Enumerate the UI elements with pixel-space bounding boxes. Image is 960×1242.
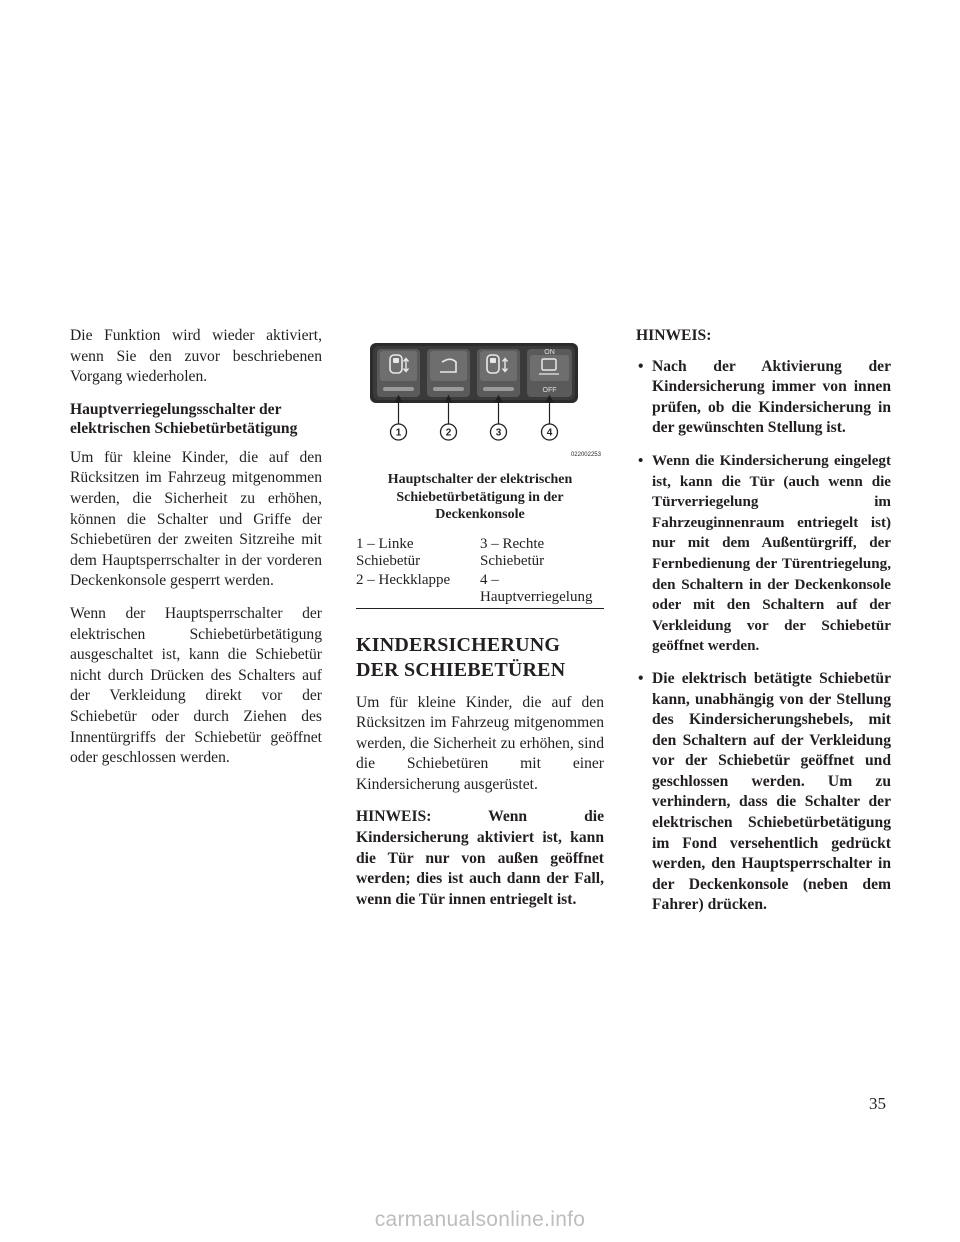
switch-on-label: ON bbox=[544, 349, 555, 356]
switch-off-label: OFF bbox=[542, 387, 557, 394]
left-column bbox=[70, 326, 322, 781]
legend-item-4: 4 – Hauptverriegelung bbox=[480, 571, 593, 605]
note-list bbox=[636, 357, 891, 916]
legend-row bbox=[356, 536, 604, 572]
page-number: 35 bbox=[869, 1094, 886, 1113]
list-item: • Wenn die Kindersicherung eingelegt ist, kann die Tür (auch wenn die Türverriegelung im Fahrzeuginnenraum entriegelt ist) nur mit dem Außentürgriff, der Fernbedienung der Türentriegelung, den Schaltern in der Deckenkonsole oder mit den Schaltern auf der Verkleidung vor der Schiebetür geöffnet werden. bbox=[638, 452, 891, 655]
callout-3-label: 3 bbox=[495, 427, 502, 439]
figure-image-code: 022002253 bbox=[570, 452, 601, 458]
section-title: KINDERSICHERUNG DER SCHIEBETÜREN bbox=[356, 633, 566, 681]
intro-paragraph: Die Funktion wird wieder aktiviert, wenn Sie den zuvor beschriebenen Vorgang wiederholen. bbox=[70, 327, 322, 386]
callout-1-label: 1 bbox=[395, 427, 402, 439]
master-switch-heading: Hauptverriegelungsschalter der elektrischen Schiebetürbetätigung bbox=[70, 400, 298, 437]
left-sliding-door-switch bbox=[377, 349, 420, 397]
callout-2-label: 2 bbox=[445, 427, 452, 439]
child-lock-paragraph: Um für kleine Kinder, die auf den Rücksitzen im Fahrzeug mitgenommen werden, die Sicherheit zu erhöhen, sind die Schiebetüren mit einer Kindersicherung ausgerüstet. bbox=[356, 693, 604, 793]
overhead-console-figure bbox=[356, 326, 604, 471]
middle-column bbox=[356, 326, 604, 922]
legend-item-2: 2 – Heckklappe bbox=[356, 571, 451, 588]
list-item: • Die elektrisch betätigte Schiebetür kann, unabhängig von der Stellung des Kindersicherungshebels, mit den Schaltern auf der Verkleidung vor der Schiebetür geöffnet und geschlossen werden. Um zu verhindern, dass die Schalter der elektrischen Schiebetürbetätigung im Fond versehentlich gedrückt werden, den Hauptsperrschalter in der Deckenkonsole (neben dem Fahrer) drücken. bbox=[638, 669, 891, 914]
master-lock-switch bbox=[527, 349, 572, 397]
right-column bbox=[636, 326, 891, 928]
master-switch-paragraph-1: Um für kleine Kinder, die auf den Rücksitzen im Fahrzeug mitgenommen werden, die Sicherheit zu erhöhen, können die Schalter und Griffe der Schiebetüren der zweiten Sitzreihe mit dem Hauptsperrschalter in der vorderen Deckenkonsole gesperrt werden. bbox=[70, 448, 322, 590]
overhead-console-switch-illustration bbox=[356, 326, 604, 471]
figure-legend bbox=[356, 536, 604, 609]
right-sliding-door-switch bbox=[477, 349, 520, 397]
callout-4-label: 4 bbox=[546, 427, 553, 439]
note-heading: HINWEIS: bbox=[636, 327, 712, 344]
list-item: • Nach der Aktivierung der Kindersicherung immer von innen prüfen, ob die Kindersicherung in der gewünschten Stellung ist. bbox=[638, 357, 891, 437]
legend-item-3: 3 – Rechte Schiebetür bbox=[480, 535, 545, 569]
watermark: carmanualsonline.info bbox=[374, 1208, 586, 1231]
child-lock-note: HINWEIS: Wenn die Kindersicherung aktiviert ist, kann die Tür nur von außen geöffnet werden; dies ist auch dann der Fall, wenn die Tür innen entriegelt ist. bbox=[356, 808, 604, 908]
liftgate-switch bbox=[427, 349, 470, 397]
master-switch-paragraph-2: Wenn der Hauptsperrschalter der elektrischen Schiebetürbetätigung ausgeschaltet ist, kann die Schiebetür nicht durch Drücken des Schalters auf der Verkleidung direkt vor der Schiebetür oder durch Ziehen des Innentürgriffs der Schiebetür geöffnet oder geschlossen werden. bbox=[70, 604, 322, 767]
legend-item-1: 1 – Linke Schiebetür bbox=[356, 535, 421, 569]
figure-caption: Hauptschalter der elektrischen Schiebetürbetätigung in der Deckenkonsole bbox=[387, 472, 573, 522]
legend-row bbox=[356, 572, 604, 609]
